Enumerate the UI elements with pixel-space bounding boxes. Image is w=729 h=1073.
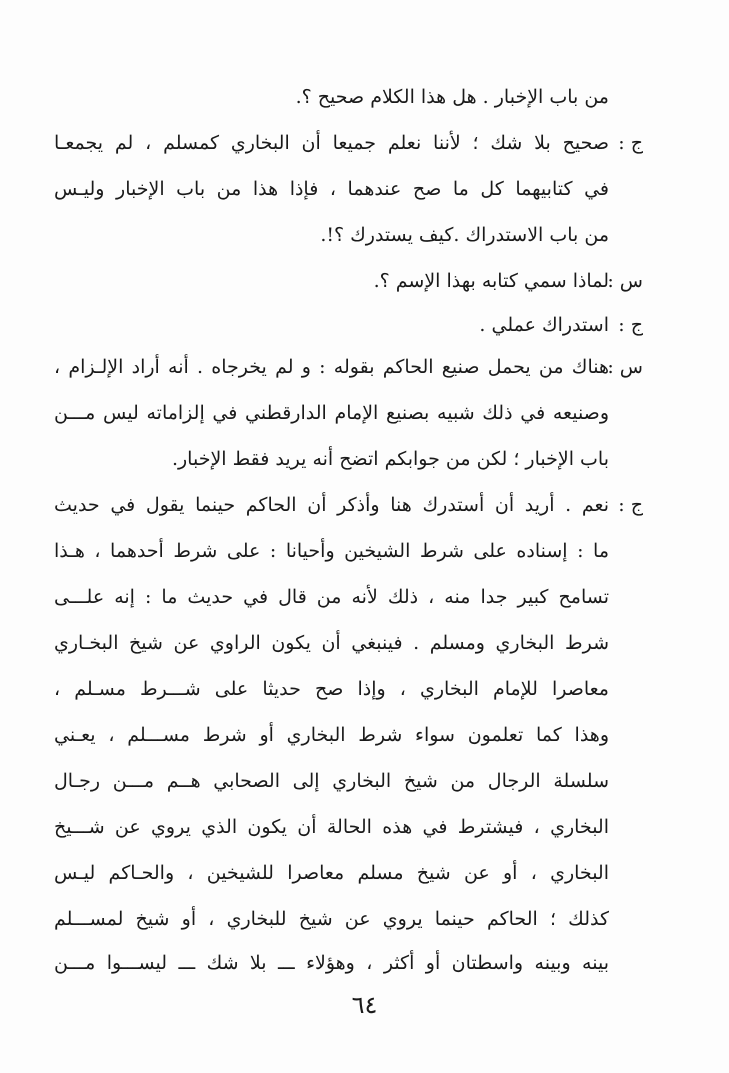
text-line: هناك من يحمل صنيع الحاكم بقوله : و لم يخرجاه . أنه أراد الإلـزام ، [54,356,609,378]
text-line: تسامح كبير جدا منه ، ذلك لأنه من قال في حديث ما : إنه علـــى [54,586,609,608]
text-line: بينه وبينه واسطتان أو أكثر ، وهؤلاء ـــ بلا شك ـــ ليســـوا مـــن [54,952,609,974]
text-line: استدراك عملي . [479,314,609,336]
text-line: لماذا سمي كتابه بهذا الإسم ؟. [373,270,609,292]
question-marker: س : [607,270,643,292]
text-line: شرط البخاري ومسلم . فينبغي أن يكون الراوي عن شيخ البخـاري [54,632,609,654]
answer-marker: ج : [618,314,643,336]
text-line: من باب الإخبار . هل هذا الكلام صحيح ؟. [295,86,609,108]
answer-marker: ج : [618,494,643,516]
answer-marker: ج : [618,132,643,154]
text-line: في كتابيهما كل ما صح عندهما ، فإذا هذا من باب الإخبار وليـس [54,178,609,200]
text-line: سلسلة الرجال من شيخ البخاري إلى الصحابي هــم مـــن رجـال [54,770,609,792]
text-line: البخاري ، أو عن شيخ مسلم معاصرا للشيخين ، والحـاكم ليـس [54,862,609,884]
text-line: وهذا كما تعلمون سواء شرط البخاري أو شرط مســـلم ، يعـني [54,724,609,746]
text-line: نعم . أريد أن أستدرك هنا وأذكر أن الحاكم حينما يقول في حديث [54,494,609,516]
text-line: صحيح بلا شك ؛ لأننا نعلم جميعا أن البخاري كمسلم ، لم يجمعـا [54,132,609,154]
question-marker: س : [607,356,643,378]
text-line: معاصرا للإمام البخاري ، وإذا صح حديثا على شـــرط مسـلم ، [54,678,609,700]
text-line: باب الإخبار ؛ لكن من جوابكم اتضح أنه يريد فقط الإخبار. [171,448,609,470]
text-line: ما : إسناده على شرط الشيخين وأحيانا : على شرط أحدهما ، هـذا [54,540,609,562]
page-number: ٦٤ [351,991,378,1019]
text-line: من باب الاستدراك .كيف يستدرك ؟!. [320,224,609,246]
text-line: وصنيعه في ذلك شبيه بصنيع الإمام الدارقطني في إلزاماته ليس مـــن [54,402,609,424]
text-line: البخاري ، فيشترط في هذه الحالة أن يكون الذي يروي عن شـــيخ [54,816,609,838]
text-line: كذلك ؛ الحاكم حينما يروي عن شيخ للبخاري ، أو شيخ لمســـلم [54,908,609,930]
